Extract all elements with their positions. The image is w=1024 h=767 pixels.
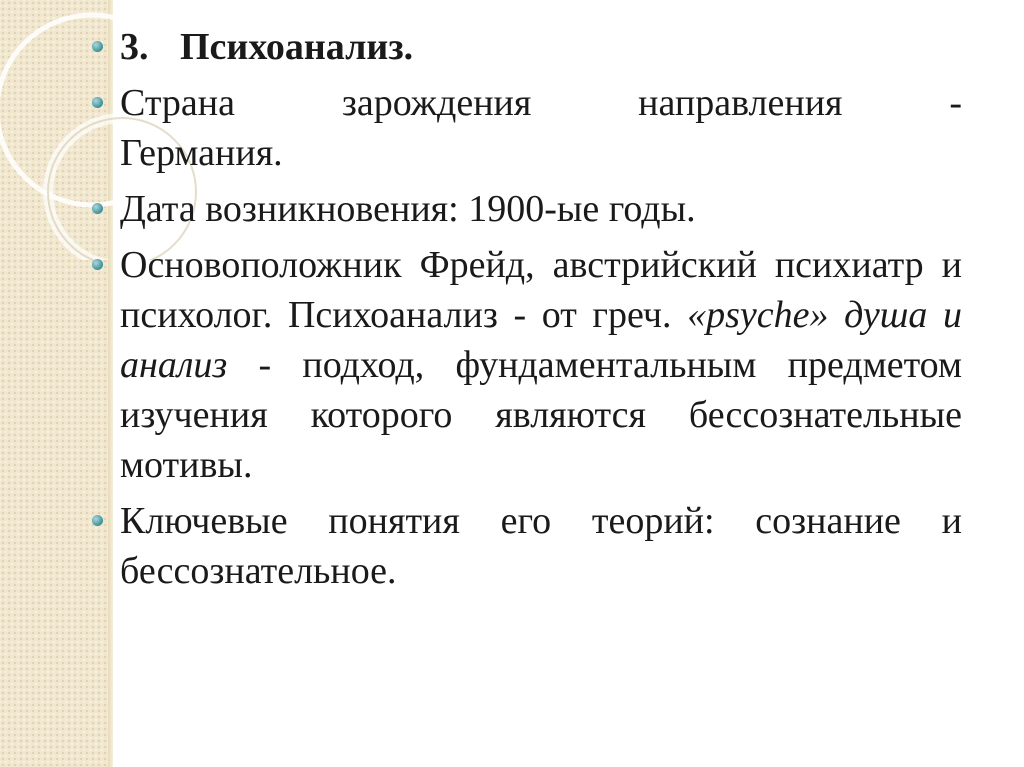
concepts-text: Ключевые понятия его теорий: сознание и бессознательное.: [120, 500, 962, 592]
bullet-concepts: [92, 496, 962, 596]
bullet-icon: [92, 41, 103, 52]
bullet-founder: [92, 240, 962, 490]
country-line-2: Германия.: [120, 132, 283, 174]
bullet-country: [92, 78, 962, 178]
country-line-1: Страна зарождения направления -: [120, 82, 962, 124]
bullet-icon: [92, 259, 103, 270]
slide-heading: [92, 22, 962, 72]
founder-text-2: - подход, фундаментальным предметом изучения которого являются бессознательные мотивы.: [120, 344, 962, 486]
bullet-icon: [92, 203, 103, 214]
heading-title: Психоанализ.: [180, 26, 414, 68]
slide-content: [92, 22, 962, 602]
bullet-date: [92, 184, 962, 234]
bullet-icon: [92, 97, 103, 108]
heading-number: 3.: [120, 26, 149, 68]
date-text: Дата возникновения: 1900-ые годы.: [120, 188, 696, 230]
founder-text-1: Основоположник Фрейд, австрийский психиатр и психолог. Психоанализ - от греч.: [120, 244, 962, 336]
bullet-icon: [92, 515, 103, 526]
founder-italic: «psyche» душа и анализ: [120, 294, 962, 386]
